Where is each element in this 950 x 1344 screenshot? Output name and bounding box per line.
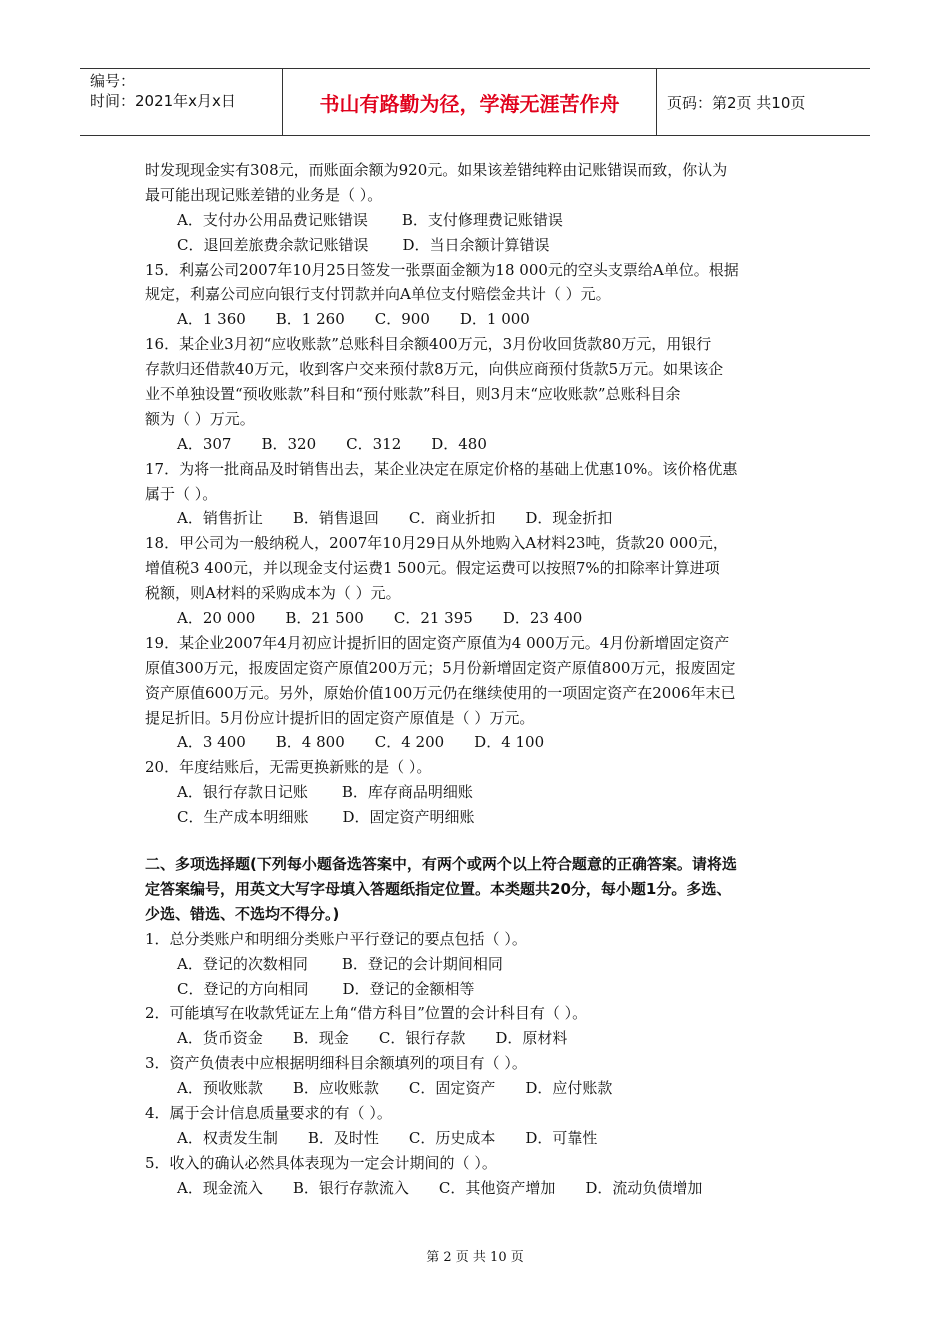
answer-option: A．支付办公用品费记账错误	[177, 210, 368, 229]
question-text: 原值300万元，报废固定资产原值200万元；5月份新增固定资产原值800万元，报废固定	[145, 658, 736, 677]
question-text: 提足折旧。5月份应计提折旧的固定资产原值是（ ）万元。	[145, 708, 535, 727]
answer-options	[145, 805, 825, 830]
question-text: 15．利嘉公司2007年10月25日签发一张票面金额为18 000元的空头支票给A单位。根据	[145, 260, 739, 279]
answer-option: D．登记的金额相等	[342, 979, 475, 998]
answer-option: C．其他资产增加	[438, 1178, 556, 1197]
question-text: 存款归还借款40万元，收到客户交来预付款8万元，向供应商预付货款5万元。如果该企	[145, 360, 724, 379]
section-heading: 二、多项选择题(下列每小题备选答案中，有两个或两个以上符合题意的正确答案。请将选	[145, 855, 737, 874]
question-text: 16．某企业3月初“应收账款”总账科目余额400万元，3月份收回货款80万元，用银行	[145, 335, 712, 354]
answer-option: A．现金流入	[177, 1178, 263, 1197]
question-text: 2．可能填写在收款凭证左上角“借方科目”位置的会计科目有（ ）。	[145, 1004, 588, 1023]
question-text: 业不单独设置“预收账款”科目和“预付账款”科目，则3月末“应收账款”总账科目余	[145, 385, 681, 404]
answer-option: A．销售折让	[177, 509, 263, 528]
question-text: 时发现现金实有308元，而账面余额为920元。如果该差错纯粹由记账错误而致，你认为	[145, 161, 728, 179]
question-text: 最可能出现记账差错的业务是（ ）。	[145, 185, 383, 204]
question-text: 5．收入的确认必然具体表现为一定会计期间的（ ）。	[145, 1153, 497, 1172]
question-text: 19．某企业2007年4月初应计提折旧的固定资产原值为4 000万元。4月份新增固定资产	[145, 633, 730, 652]
answer-options	[145, 233, 825, 258]
answer-option: B．应收账款	[292, 1079, 379, 1098]
question-text: 4．属于会计信息质量要求的有（ ）。	[145, 1103, 392, 1122]
answer-option: B．现金	[292, 1029, 349, 1048]
answer-option: C．固定资产	[408, 1079, 496, 1098]
section-gap	[145, 830, 825, 852]
answer-option: D．固定资产明细账	[342, 808, 475, 827]
page-header	[80, 68, 870, 136]
answer-options	[145, 606, 825, 631]
page-footer: 第 2 页 共 10 页	[426, 1250, 524, 1265]
answer-option: D．可靠性	[525, 1128, 598, 1147]
answer-option: C．登记的方向相同	[177, 979, 309, 998]
section-heading: 定答案编号，用英文大写字母填入答题纸指定位置。本类题共20分，每小题1分。多选、	[145, 879, 732, 898]
question-text: 规定，利嘉公司应向银行支付罚款并向A单位支付赔偿金共计（ ）元。	[145, 285, 611, 304]
answer-option: A．登记的次数相同	[177, 954, 308, 973]
answer-options	[145, 1076, 825, 1101]
answer-options	[145, 506, 825, 531]
answer-options	[145, 307, 825, 332]
question-text: 额为（ ）万元。	[145, 409, 255, 428]
answer-option: B．登记的会计期间相同	[341, 954, 503, 973]
answer-option: C．312	[346, 434, 402, 453]
answer-option: B．银行存款流入	[292, 1178, 409, 1197]
answer-options	[145, 432, 825, 457]
answer-option: B．4 800	[275, 733, 345, 752]
answer-option: D．应付账款	[525, 1079, 613, 1098]
header-motto: 书山有路勤为径，学海无涯苦作舟	[283, 69, 657, 135]
answer-option: B．及时性	[307, 1128, 379, 1147]
header-info	[80, 69, 283, 135]
question-text: 资产原值600万元。另外，原始价值100万元仍在继续使用的一项固定资产在2006年末已	[145, 683, 736, 702]
answer-option: D．1 000	[459, 310, 530, 329]
answer-option: C．商业折扣	[408, 509, 496, 528]
question-text: 17．为将一批商品及时销售出去，某企业决定在原定价格的基础上优惠10%。该价格优惠	[145, 459, 738, 478]
answer-options	[145, 977, 825, 1002]
document-number-label: 编号：	[90, 72, 136, 90]
answer-option: A．3 400	[177, 733, 246, 752]
answer-option: A．预收账款	[177, 1079, 263, 1098]
answer-option: B．支付修理费记账错误	[401, 210, 563, 229]
answer-option: D．现金折扣	[525, 509, 613, 528]
question-text: 属于（ ）。	[145, 484, 218, 503]
answer-option: D．当日余额计算错误	[402, 235, 550, 254]
answer-option: A．307	[177, 434, 232, 453]
question-text: 3．资产负债表中应根据明细科目余额填列的项目有（ ）。	[145, 1054, 527, 1073]
answer-option: A．1 360	[177, 310, 246, 329]
answer-option: A．权责发生制	[177, 1128, 278, 1147]
answer-option: B．21 500	[285, 609, 364, 628]
answer-options	[145, 1176, 825, 1201]
answer-option: D．480	[431, 434, 487, 453]
answer-option: B．1 260	[275, 310, 345, 329]
answer-option: C．生产成本明细账	[177, 808, 309, 827]
answer-options	[145, 1126, 825, 1151]
section-heading: 少选、错选、不选均不得分。)	[145, 904, 340, 923]
answer-option: D．原材料	[495, 1029, 568, 1048]
question-text: 增值税3 400元，并以现金支付运费1 500元。假定运费可以按照7%的扣除率计算进项	[145, 559, 720, 578]
question-text: 1．总分类账户和明细分类账户平行登记的要点包括（ ）。	[145, 929, 527, 948]
answer-option: D．4 100	[474, 733, 545, 752]
answer-options	[145, 730, 825, 755]
answer-option: C．历史成本	[408, 1128, 496, 1147]
answer-option: C．退回差旅费余款记账错误	[177, 235, 369, 254]
document-date-label: 时间：2021年x月x日	[90, 92, 236, 110]
answer-option: B．320	[261, 434, 317, 453]
answer-option: A．银行存款日记账	[177, 783, 308, 802]
exam-content	[145, 158, 825, 1201]
header-page-number: 页码：第2页 共10页	[667, 93, 806, 112]
question-text: 18．甲公司为一般纳税人，2007年10月29日从外地购入A材料23吨，货款20 000元，	[145, 534, 728, 553]
answer-option: D．23 400	[502, 609, 583, 628]
answer-options	[145, 952, 825, 977]
answer-option: C．4 200	[374, 733, 445, 752]
answer-option: D．流动负债增加	[585, 1178, 703, 1197]
answer-options	[145, 208, 825, 233]
answer-option: A．货币资金	[177, 1029, 263, 1048]
answer-option: C．21 395	[393, 609, 473, 628]
answer-option: A．20 000	[177, 609, 256, 628]
question-text: 20．年度结账后，无需更换新账的是（ ）。	[145, 758, 432, 777]
answer-option: B．库存商品明细账	[341, 783, 473, 802]
answer-option: C．银行存款	[378, 1029, 466, 1048]
answer-options	[145, 1026, 825, 1051]
question-text: 税额，则A材料的采购成本为（ ）元。	[145, 584, 401, 603]
answer-options	[145, 780, 825, 805]
answer-option: C．900	[374, 310, 430, 329]
answer-option: B．销售退回	[292, 509, 379, 528]
